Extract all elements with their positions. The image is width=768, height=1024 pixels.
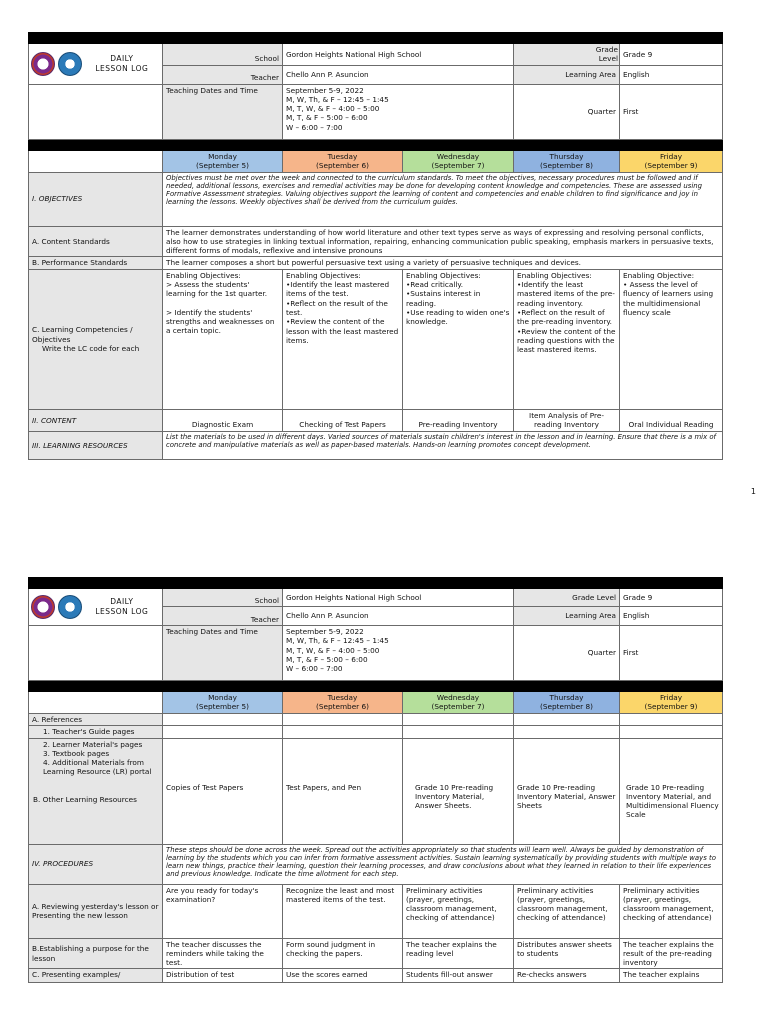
day-friday: Friday (September 9) [620,150,723,172]
review-monday: Are you ready for today's examination? [163,884,283,938]
lc-tuesday: Enabling Objectives: •Identify the least mastered items of the test. •Reflect on the result of the test. •Review the content of the lesson with the least mastered items. [283,269,403,409]
school-value-2: Gordon Heights National High School [283,589,514,607]
quarter-label-2: Quarter [514,626,620,681]
day-thursday-2: Thursday (September 8) [514,692,620,714]
area-value: English [620,65,723,84]
objectives-text: Objectives must be met over the week and connected to the curriculum standards. To meet the objectives, necessary procedures must be followed and if needed, additional lessons, exercises and remedial activities may be done for developing content knowledge and competencies. These are assessed using Formative Assessment strategies. Valuing objectives support the learning of content and competencies and enable children to find significance and joy in learning the lessons. Weekly objectives shall be derived from the curriculum guides. [163,172,723,226]
presenting-monday: Distribution of test [163,969,283,983]
review-tuesday: Recognize the least and most mastered items of the test. [283,884,403,938]
teacher-label-2: Teacher [163,607,283,626]
quarter-value-2: First [620,626,723,681]
day-tuesday-2: Tuesday (September 6) [283,692,403,714]
content-standards-text: The learner demonstrates understanding of how world literature and other text types serve as ways of expressing and resolving personal conflicts, also how to use strategies in linking textual information, repairing, enhancing communication public speaking, emphasis markers in persuasive texts, different forms of modals, reflexive and intensive pronouns [163,226,723,257]
dates-label-2: Teaching Dates and Time [163,626,283,681]
content-friday: Oral Individual Reading [620,409,723,431]
content-standards-label: A. Content Standards [29,226,163,257]
other-thursday: Grade 10 Pre-reading Inventory Material, Answer Sheets [514,738,620,844]
purpose-friday: The teacher explains the result of the pre-reading inventory [620,938,723,969]
page-number: 1 [750,487,756,496]
teacher-label: Teacher [163,65,283,84]
header-logos [29,44,163,85]
reviewing-label: A. Reviewing yesterday's lesson or Presenting the new lesson [29,884,163,938]
grade-value: Grade 9 [620,44,723,66]
other-friday: Grade 10 Pre-reading Inventory Material, and Multidimensional Fluency Scale [620,738,723,844]
other-monday: Copies of Test Papers [163,738,283,844]
grade-label: Grade Level [514,44,620,66]
school-label-2: School [163,589,283,607]
content-wednesday: Pre-reading Inventory [403,409,514,431]
content-monday: Diagnostic Exam [163,409,283,431]
top-black-bar [29,33,723,44]
purpose-wednesday: The teacher explains the reading level [403,938,514,969]
day-thursday: Thursday (September 8) [514,150,620,172]
teachers-guide-label: 1. Teacher's Guide pages [29,726,163,738]
daily-lesson-log-title: DAILY LESSON LOG [95,53,149,73]
lc-wednesday: Enabling Objectives: •Read critically. •Sustains interest in reading. •Use reading to widen one's knowledge. [403,269,514,409]
area-label-2: Learning Area [514,607,620,626]
area-value-2: English [620,607,723,626]
day-header-blank-2 [29,692,163,714]
dates-value-2: September 5-9, 2022 M, W, Th, & F – 12:45 – 1:45 M, T, W, & F – 4:00 – 5:00 M, T, & F – 5:00 – 6:00 W – 6:00 – 7:00 [283,626,514,681]
learning-resources-label: III. LEARNING RESOURCES [29,431,163,459]
purpose-thursday: Distributes answer sheets to students [514,938,620,969]
procedures-text: These steps should be done across the week. Spread out the activities appropriately so that students will learn well. Always be guided by demonstration of learning by the students which you can infer from formative assessment activities. Sustain learning systematically by providing students with multiple ways to learn new things, practice their learning, question their learning processes, and draw conclusions about what they learned in relation to their life experiences and previous knowledge. Indicate the time allotment for each step. [163,844,723,884]
school-logo-icon [58,595,82,619]
performance-standards-label: B. Performance Standards [29,257,163,269]
quarter-value: First [620,84,723,139]
content-label: II. CONTENT [29,409,163,431]
mid-black-bar-2 [29,681,723,692]
header-blank [29,84,163,139]
purpose-tuesday: Form sound judgment in checking the papers. [283,938,403,969]
grade-label-2: Grade Level [514,589,620,607]
other-tuesday: Test Papers, and Pen [283,738,403,844]
top-black-bar-2 [29,578,723,589]
review-wednesday: Preliminary activities (prayer, greetings, classroom management, checking of attendance) [403,884,514,938]
school-value: Gordon Heights National High School [283,44,514,66]
mid-black-bar [29,139,723,150]
content-tuesday: Checking of Test Papers [283,409,403,431]
lesson-log-table-p1 [28,32,723,460]
presenting-tuesday: Use the scores earned [283,969,403,983]
objectives-label: I. OBJECTIVES [29,172,163,226]
teacher-value-2: Chello Ann P. Asuncion [283,607,514,626]
school-logo-icon [58,52,82,76]
day-monday-2: Monday (September 5) [163,692,283,714]
grade-value-2: Grade 9 [620,589,723,607]
dates-label: Teaching Dates and Time [163,84,283,139]
header-blank-2 [29,626,163,681]
learning-competencies-label: C. Learning Competencies / Objectives Write the LC code for each [29,269,163,409]
lc-monday: Enabling Objectives: > Assess the students' learning for the 1st quarter. > Identify the students' strengths and weaknesses on a certain topic. [163,269,283,409]
presenting-label: C. Presenting examples/ [29,969,163,983]
day-monday: Monday (September 5) [163,150,283,172]
purpose-label: B.Establishing a purpose for the lesson [29,938,163,969]
review-friday: Preliminary activities (prayer, greetings, classroom management, checking of attendance) [620,884,723,938]
lesson-log-table-p2 [28,577,723,983]
header-logos-2 [29,589,163,626]
references-label: A. References [29,714,163,726]
day-tuesday: Tuesday (September 6) [283,150,403,172]
presenting-friday: The teacher explains [620,969,723,983]
presenting-thursday: Re-checks answers [514,969,620,983]
day-wednesday-2: Wednesday (September 7) [403,692,514,714]
deped-seal-icon [31,595,55,619]
content-thursday: Item Analysis of Pre-reading Inventory [514,409,620,431]
performance-standards-text: The learner composes a short but powerful persuasive text using a variety of persuasive techniques and devices. [163,257,723,269]
day-wednesday: Wednesday (September 7) [403,150,514,172]
area-label: Learning Area [514,65,620,84]
review-thursday: Preliminary activities (prayer, greetings, classroom management, checking of attendance) [514,884,620,938]
lc-friday: Enabling Objective: • Assess the level of fluency of learners using the multidimensional fluency scale [620,269,723,409]
other-materials-labels: 2. Learner Material's pages 3. Textbook pages 4. Additional Materials from Learning Resource (LR) portal B. Other Learning Resources [29,738,163,844]
day-friday-2: Friday (September 9) [620,692,723,714]
presenting-wednesday: Students fill-out answer [403,969,514,983]
purpose-monday: The teacher discusses the reminders while taking the test. [163,938,283,969]
deped-seal-icon [31,52,55,76]
quarter-label: Quarter [514,84,620,139]
procedures-label: IV. PROCEDURES [29,844,163,884]
other-wednesday: Grade 10 Pre-reading Inventory Material, Answer Sheets. [403,738,514,844]
day-header-blank [29,150,163,172]
lc-thursday: Enabling Objectives: •Identify the least mastered items of the pre-reading inventory. •Reflect on the result of the pre-reading inventory. •Review the content of the reading questions with the least mastered items. [514,269,620,409]
page-2 [0,540,768,1024]
learning-resources-text: List the materials to be used in different days. Varied sources of materials sustain children's interest in the lesson and in learning. Ensure that there is a mix of concrete and manipulative materials as well as paper-based materials. Hands-on learning promotes concept development. [163,431,723,459]
dates-value: September 5-9, 2022 M, W, Th, & F – 12:45 – 1:45 M, T, W, & F – 4:00 – 5:00 M, T, & F – 5:00 – 6:00 W – 6:00 – 7:00 [283,84,514,139]
school-label: School [163,44,283,66]
daily-lesson-log-title-2: DAILY LESSON LOG [95,597,149,616]
teacher-value: Chello Ann P. Asuncion [283,65,514,84]
